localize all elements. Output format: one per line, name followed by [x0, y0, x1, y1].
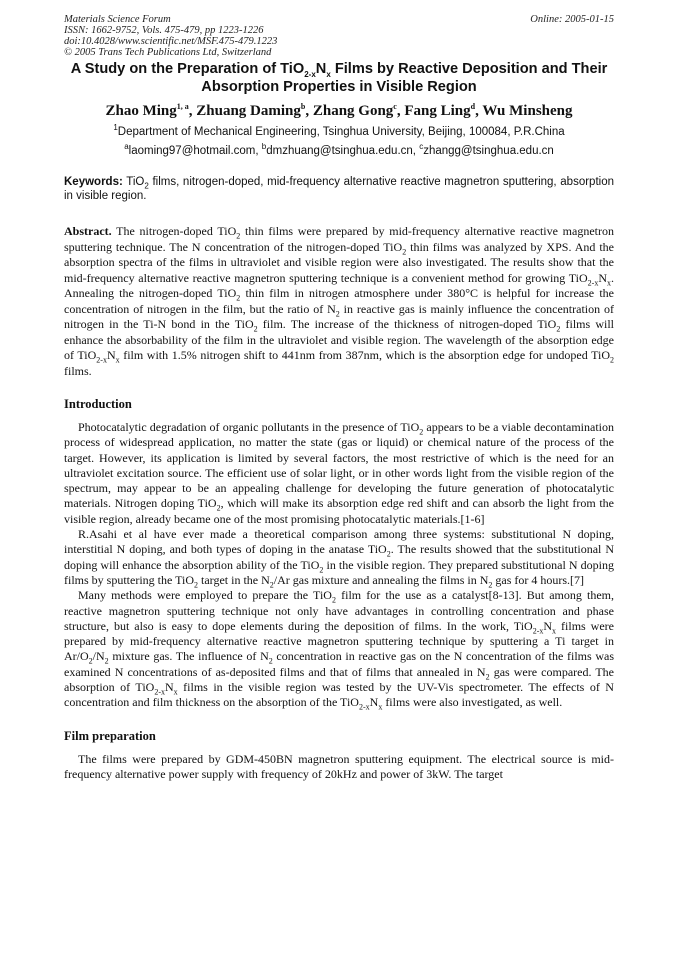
- author: Fang Ling: [404, 103, 471, 119]
- keywords: Keywords: TiO$_2$ films, nitrogen-doped, mid-frequency alternative reactive magnetron sputtering, absorption in visible region.: [64, 176, 614, 202]
- journal-name: Materials Science Forum: [64, 14, 171, 25]
- section-heading: Introduction: [64, 397, 132, 411]
- copyright: © 2005 Trans Tech Publications Ltd, Switzerland: [64, 47, 272, 58]
- issn: ISSN: 1662-9752, Vols. 475-479, pp 1223-1226: [64, 25, 264, 36]
- author: Zhuang Daming: [196, 103, 301, 119]
- paragraph: Many methods were employed to prepare the TiO$_2$ film for the use as a catalyst[8-13]. But among them, reactive magnetron sputtering technique not only have advantages in controlling concentration and phase structure, but also is easy to dope elements during the deposition of films. In the work, $TiO_{2-x}N_x$ films were prepared by mid-frequency alternative reactive magnetron sputtering technique by sputtering a Ti target in $Ar/O_2/N_2$ mixture gas. The influence of $N_2$ concentration in reactive gas on the N concentration of the films was examined N concentrations of as-deposited films and that of films that annealed in $N_2$ gas were compared. The absorption of $TiO_{2-x}N_x$ films in the visible region was tested by the UV-Vis spectrometer. The effects of N concentration and film thickness on the absorption of the $TiO_{2-x}N_x$ films were also investigated, as well.: [64, 588, 615, 712]
- paper-page: [64, 14, 614, 782]
- email-link[interactable]: zhangg@tsinghua.edu.cn: [423, 145, 554, 157]
- author: Wu Minsheng: [482, 103, 573, 119]
- author-list: Zhao Ming$^{1, a}$, Zhuang Daming$^b$, Zhang Gong$^c$, Fang Ling$^d$, Wu Minsheng: [105, 102, 573, 119]
- running-header: [64, 14, 614, 58]
- email-link[interactable]: laoming97@hotmail.com,: [128, 145, 262, 157]
- author: Zhao Ming: [105, 103, 177, 119]
- online-date: Online: 2005-01-15: [530, 14, 614, 25]
- email-link[interactable]: dmzhuang@tsinghua.edu.cn,: [266, 145, 420, 157]
- affiliation: $^1$Department of Mechanical Engineering, Tsinghua University, Beijing, 100084, P.R.China: [113, 123, 565, 138]
- section-heading: Film preparation: [64, 728, 156, 743]
- paragraph: The films were prepared by GDM-450BN magnetron sputtering equipment. The electrical source is mid-frequency alternative power supply with frequency of 20kHz and power of 3kW. The target: [64, 751, 614, 781]
- paragraph: Photocatalytic degradation of organic pollutants in the presence of TiO$_2$ appears to be a viable decontamination process of widespread application, no matter the state (gas or liquid) or chemical nature of the process of the target. However, its application is limited by several factors, the most restrictive of which is the need for an ultraviolet excitation source. The efficient use of solar light, or in other words light from the visible region of the spectrum, may appear to be an appealing challenge for developing the future generation of photocatalytic materials. Nitrogen doping TiO$_2$, which will make its absorption edge red shift and can absorb the light from the visible region, already became one of the most promising photocatalytic materials.[1-6]: [64, 420, 615, 526]
- abstract: Abstract. The nitrogen-doped TiO$_2$ thin films were prepared by mid-frequency alternative reactive magnetron sputtering technique. The N concentration of the nitrogen-doped TiO$_2$ thin films was analyzed by XPS. And the absorption spectra of the films in ultraviolet and visible region were also investigated. The results show that the mid-frequency alternative reactive magnetron sputtering technique is a convenient method for growing $TiO_{2-x}N_x$. Annealing the nitrogen-doped TiO$_2$ thin film in nitrogen atmosphere under 380°C is helpful for increase the concentration of nitrogen in the film, but the ratio of $N_2$ in reactive gas is mainly influence the concentration of nitrogen in the Ti-N bond in the TiO$_2$ film. The increase of the thickness of nitrogen-doped TiO$_2$ films will enhance the absorbability of the film in the ultraviolet and visible region. The wavelength of the absorption edge of $TiO_{2-x}N_x$ film with 1.5% nitrogen shift to 441nm from 387nm, which is the absorption edge for undoped TiO$_2$ films.: [64, 224, 615, 378]
- paragraph: R.Asahi et al have ever made a theoretical comparison among three systems: substitutional N doping, interstitial N doping, and both types of doping in the anatase TiO$_2$. The results showed that the substitutional N doping will enhance the absorption ability of the TiO$_2$ in the visible region. They prepared substitutional N doping films by sputtering the TiO$_2$ target in the $N_2/Ar$ gas mixture and annealing the films in $N_2$ gas for 4 hours.[7]: [64, 527, 614, 590]
- author-emails: $^a$laoming97@hotmail.com, $^b$dmzhuang@tsinghua.edu.cn, $^c$zhangg@tsinghua.edu.cn: [124, 142, 554, 157]
- doi: doi:10.4028/www.scientific.net/MSF.475-479.1223: [64, 36, 278, 47]
- paper-title: A Study on the Preparation of $TiO_{2-x}N_x$ Films by Reactive Deposition and Their Absorption Properties in Visible Region: [70, 61, 608, 95]
- author: Zhang Gong: [312, 103, 394, 119]
